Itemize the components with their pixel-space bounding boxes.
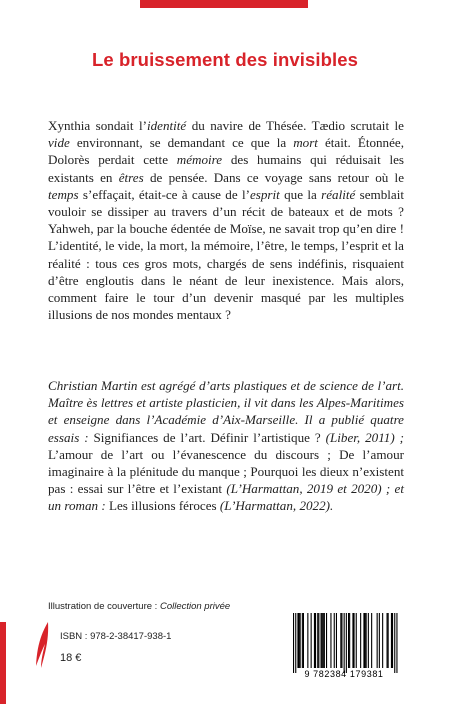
barcode-bar	[317, 613, 318, 668]
blurb-emphasis: êtres	[118, 169, 144, 185]
barcode-bar	[326, 613, 327, 668]
credit-label: Illustration de couverture :	[48, 601, 160, 612]
bio-text-italic: (L’Harmattan, 2022).	[219, 498, 334, 514]
blurb-text: de pensée. Dans ce voyage sans retour où le	[143, 169, 405, 185]
blurb-emphasis: identité	[146, 118, 187, 133]
blurb-text: s’effaçait, était-ce à cause de l’	[78, 186, 250, 202]
bio-work-title: Signifiances de l’art. Définir l’artistique ?	[93, 429, 326, 445]
barcode-digits: 9 782384 179381	[304, 669, 384, 679]
blurb-emphasis: vide	[48, 135, 70, 151]
publisher-logo-icon	[33, 620, 53, 670]
barcode-bar	[340, 613, 341, 668]
bio-text-italic: (L’Harmattan, 2019 et 2020) ; et un roman :	[48, 481, 404, 514]
barcode-bar	[322, 613, 323, 668]
isbn-number: ISBN : 978-2-38417-938-1	[60, 631, 172, 642]
blurb-emphasis: temps	[48, 186, 79, 202]
barcode-bar	[392, 613, 393, 668]
barcode-bar	[302, 613, 303, 668]
bio-work-title: L’amour de l’art ou l’évanescence du discours ; De l’amour imaginaire à la plénitude du manque ; Pourquoi les dieux n’existent pas : essai sur l’être et l’existant	[48, 446, 404, 497]
barcode-bar	[352, 613, 353, 668]
barcode-bar	[391, 613, 392, 668]
barcode-bar	[365, 613, 366, 668]
barcode-bar	[293, 613, 294, 673]
barcode-bar	[377, 613, 378, 668]
barcode-bar	[387, 613, 388, 668]
barcode-bar	[323, 613, 324, 668]
blurb-emphasis: esprit	[249, 186, 280, 202]
back-cover-blurb	[48, 117, 404, 323]
barcode-bar	[382, 613, 383, 668]
barcode-bar	[311, 613, 312, 668]
barcode-bar	[363, 613, 364, 668]
blurb-text: des humains qui réduisait les existants en	[48, 152, 404, 185]
barcode-bar	[300, 613, 301, 668]
barcode-bar	[354, 613, 355, 668]
author-bio	[48, 377, 404, 515]
bio-work-title: Les illusions féroces	[108, 498, 220, 514]
price: 18 €	[60, 652, 82, 664]
barcode-bar	[360, 613, 361, 668]
barcode-bar	[324, 613, 325, 668]
cover-illustration-credit	[48, 601, 230, 612]
bio-text-italic: (Liber, 2011) ;	[325, 429, 404, 445]
barcode-bar	[388, 613, 389, 668]
barcode-bar	[366, 613, 367, 668]
blurb-text: environnant, se demandant ce que la	[69, 135, 294, 151]
barcode-bar	[303, 613, 304, 668]
barcode-bar	[371, 613, 372, 668]
barcode-bar	[321, 613, 322, 668]
barcode-bar	[297, 613, 298, 668]
barcode-bar	[344, 613, 345, 673]
blurb-emphasis: réalité	[321, 186, 356, 202]
barcode-bar	[396, 613, 397, 673]
barcode-bar	[379, 613, 380, 668]
barcode-bar	[299, 613, 300, 668]
blurb-text: semblait vouloir se dissiper au travers d’un récit de bateaux et de mots ? Yahweh, par la bouche édentée de Moïse, ne savait trop qu’en dire ! L’identité, le vide, la mort, la mémoire, l’être, le temps, l’esprit et la réalité : tous ces gros mots, chargés de sens indéfinis, risquaient d’être engloutis dans le néant de leur inexistence. Mais alors, comment faire le tour d’un devenir masqué par les multiples illusions de nos mondes mentaux ?	[48, 186, 404, 323]
blurb-emphasis: mémoire	[176, 152, 223, 168]
barcode-bar	[368, 613, 369, 668]
blurb-text: Xynthia sondait l’	[48, 118, 147, 133]
barcode-bar	[318, 613, 319, 668]
blurb-text: que la	[279, 186, 322, 202]
barcode-bar	[315, 613, 316, 668]
left-accent-stripe	[0, 622, 6, 704]
top-accent-bar	[140, 0, 308, 8]
barcode-bar	[307, 613, 308, 668]
barcode-bar	[334, 613, 335, 668]
blurb-text: du navire de Thésée. Tædio scrutait le	[186, 118, 404, 133]
barcode-bar	[330, 613, 331, 668]
credit-value: Collection privée	[159, 601, 231, 612]
barcode-bar	[349, 613, 350, 668]
blurb-text: était. Étonnée, Dolorès perdait cette	[48, 135, 405, 168]
bio-text-italic: Christian Martin est agrégé d’arts plastiques et de science de l’art. Maître ès lettres et artiste plasticien, il vit dans les Alpes-Maritimes et enseigne dans l’Académie d’Aix-Marseille. Il a publié quatre essais :	[48, 378, 404, 445]
barcode-bar	[394, 613, 395, 673]
blurb-emphasis: mort	[293, 135, 318, 151]
barcode-bar	[356, 613, 357, 668]
barcode-bar	[314, 613, 315, 668]
barcode-bar	[348, 613, 349, 668]
barcode-bar	[336, 613, 337, 668]
barcode-bar	[295, 613, 296, 673]
barcode-bar	[346, 613, 347, 673]
book-title: Le bruissement des invisibles	[91, 49, 359, 70]
barcode-bar	[341, 613, 342, 668]
